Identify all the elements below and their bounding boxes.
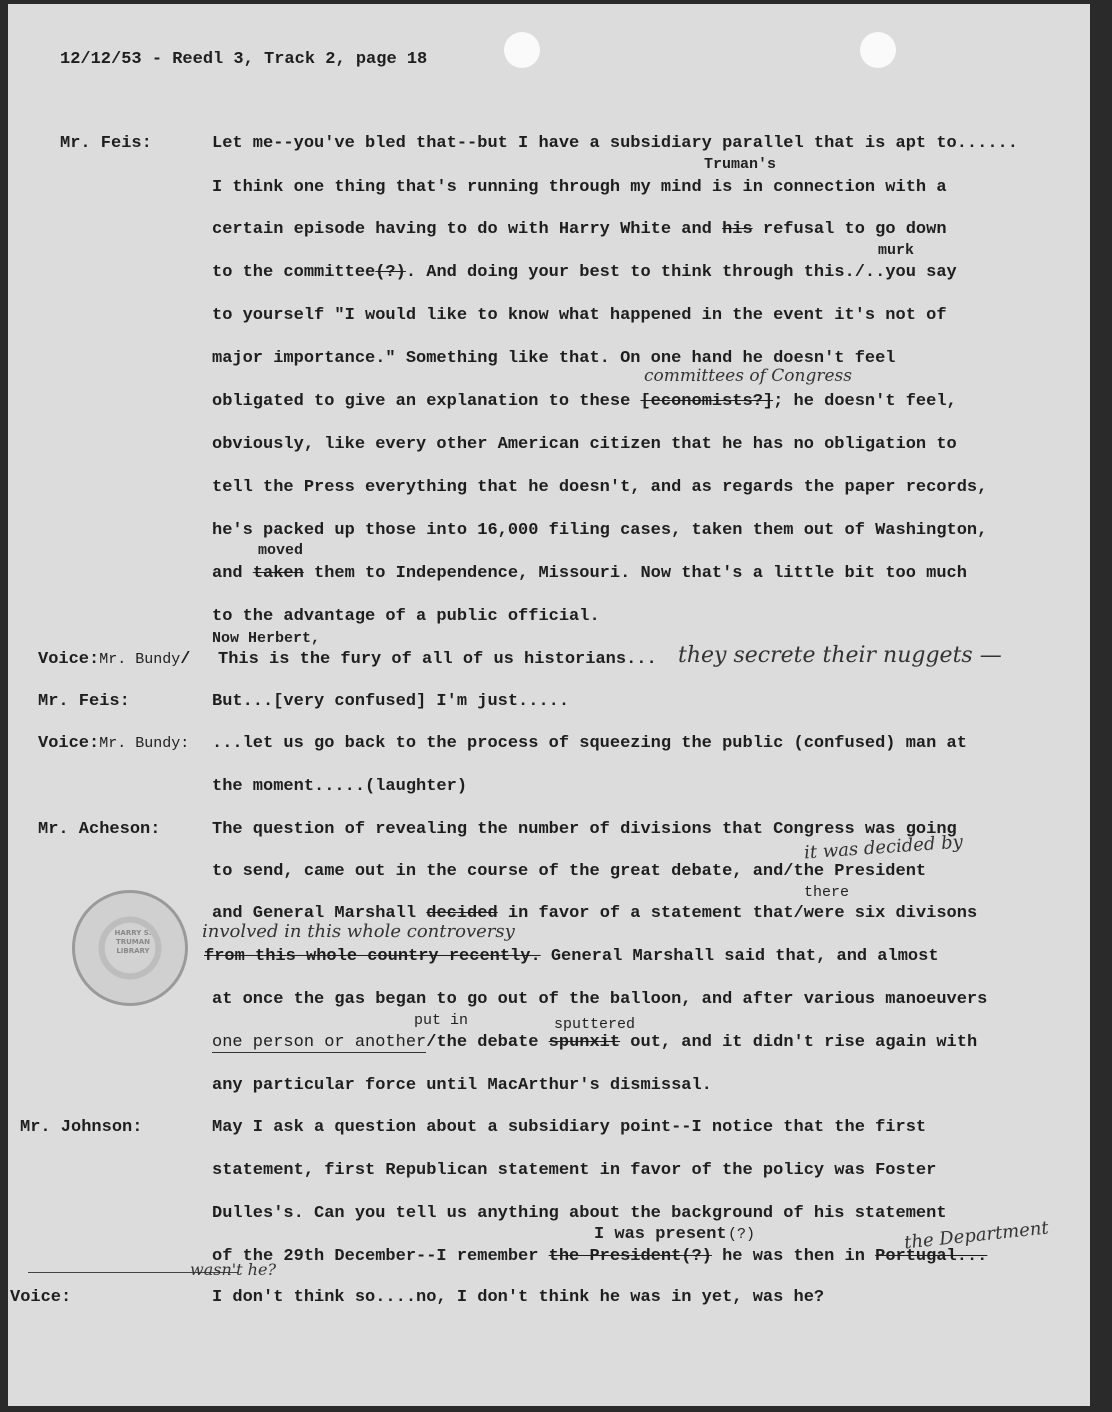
typed-insertion: sputtered: [554, 1016, 636, 1033]
typed-insertion: put in: [414, 1012, 469, 1029]
text-line: May I ask a question about a subsidiary point--I notice that the first: [212, 1118, 927, 1137]
text-line: and General Marshall decided in favor of a statement that/were six divisons: [212, 904, 978, 923]
typed-insertion: moved: [258, 542, 304, 559]
document-page: [8, 4, 1090, 1406]
speaker-label: Voice:: [10, 1288, 72, 1307]
text-line: the moment.....(laughter): [212, 777, 468, 796]
text-line: to the advantage of a public official.: [212, 607, 600, 626]
speaker-label: Mr. Feis:: [38, 692, 130, 711]
text-line: Let me--you've bled that--but I have a subsidiary parallel that is apt to......: [212, 134, 1018, 153]
handwritten-note: it was decided by: [803, 831, 964, 864]
text-line: major importance." Something like that. On one hand he doesn't feel: [212, 349, 896, 368]
speaker-label: Mr. Feis:: [60, 134, 152, 153]
typed-insertion: there: [804, 884, 850, 901]
typed-insertion: murk: [878, 242, 915, 259]
text-line: obviously, like every other American citizen that he has no obligation to: [212, 435, 957, 454]
text-line: But...[very confused] I'm just.....: [212, 692, 570, 711]
text-line: This is the fury of all of us historians...: [218, 650, 657, 669]
text-line: at once the gas began to go out of the balloon, and after various manoeuvers: [212, 990, 988, 1009]
text-line: to send, came out in the course of the great debate, and/the President: [212, 862, 927, 881]
handwritten-note: involved in this whole controversy: [202, 921, 515, 942]
text-line: I don't think so....no, I don't think he was in yet, was he?: [212, 1288, 825, 1307]
typed-insertion: Truman's: [704, 156, 777, 173]
library-stamp: [72, 890, 188, 1006]
text-line: Dulles's. Can you tell us anything about the background of his statement: [212, 1204, 947, 1223]
page-header: 12/12/53 - Reedl 3, Track 2, page 18: [60, 50, 428, 69]
handwritten-note: committees of Congress: [644, 366, 852, 386]
punch-hole: [504, 32, 540, 68]
text-line: from this whole country recently. General Marshall said that, and almost: [204, 947, 939, 966]
handwritten-note: the Department: [903, 1217, 1050, 1254]
typed-insertion: Now Herbert,: [212, 630, 321, 647]
text-line: tell the Press everything that he doesn't, and as regards the paper records,: [212, 478, 988, 497]
handwritten-note: they secrete their nuggets —: [678, 643, 1002, 668]
speaker-label: Voice:Mr. Bundy:: [38, 734, 190, 753]
typed-insertion: (?): [728, 1226, 756, 1243]
text-line: ...let us go back to the process of squeezing the public (confused) man at: [212, 734, 967, 753]
speaker-label: Mr. Acheson:: [38, 820, 161, 839]
stamp-text: HARRY S. TRUMAN LIBRARY: [114, 929, 152, 955]
speaker-label: Mr. Johnson:: [20, 1118, 143, 1137]
text-line: and taken them to Independence, Missouri. Now that's a little bit too much: [212, 564, 967, 583]
punch-hole: [860, 32, 896, 68]
text-line: any particular force until MacArthur's dismissal.: [212, 1076, 712, 1095]
text-line: to the committee(?). And doing your best to think through this./..you say: [212, 263, 957, 282]
text-line: to yourself "I would like to know what happened in the event it's not of: [212, 306, 947, 325]
text-line: obligated to give an explanation to these [economists?]; he doesn't feel,: [212, 392, 957, 411]
text-line: one person or another/the debate spunxit out, and it didn't rise again with: [212, 1033, 978, 1052]
text-line: The question of revealing the number of divisions that Congress was going: [212, 820, 957, 839]
speaker-label: Voice:Mr. Bundy/: [38, 650, 191, 669]
text-line: I think one thing that's running through my mind is in connection with a: [212, 178, 947, 197]
text-line: of the 29th December--I remember the President(?) he was then in Portugal...: [212, 1247, 988, 1266]
text-line: he's packed up those into 16,000 filing cases, taken them out of Washington,: [212, 521, 988, 540]
handwritten-note: wasn't he?: [190, 1260, 277, 1279]
text-line: statement, first Republican statement in favor of the policy was Foster: [212, 1161, 937, 1180]
text-line: certain episode having to do with Harry White and his refusal to go down: [212, 220, 947, 239]
typed-insertion: I was present: [594, 1225, 727, 1244]
